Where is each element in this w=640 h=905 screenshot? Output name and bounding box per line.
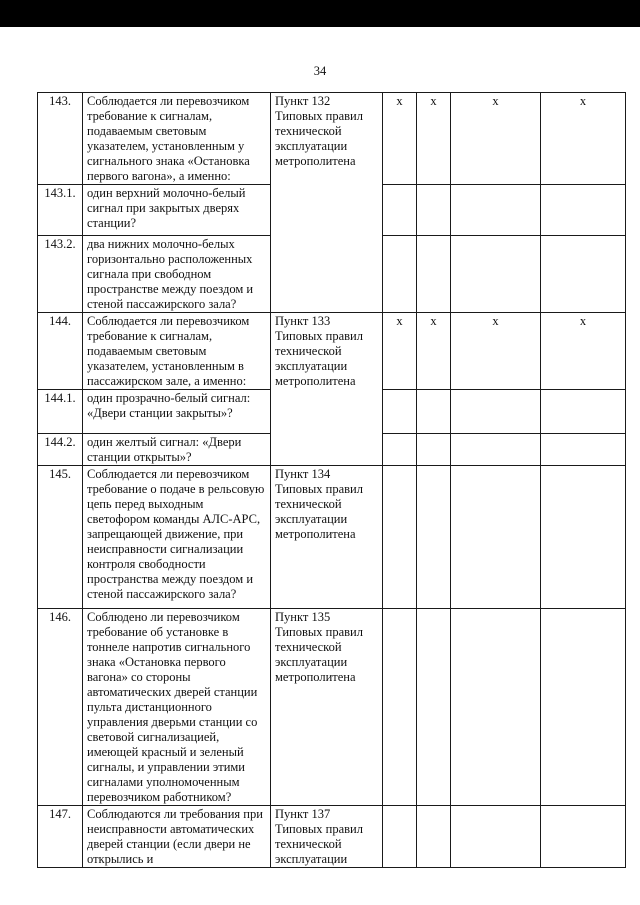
answer-na-cell <box>451 609 541 806</box>
answer-na-cell: x <box>451 93 541 185</box>
legal-reference: Пункт 135 Типовых правил технической эксплуатации метрополитена <box>271 609 383 806</box>
answer-yes-cell <box>383 185 417 236</box>
question-text: один верхний молочно-белый сигнал при закрытых дверях станции? <box>83 185 271 236</box>
question-text: Соблюдается ли перевозчиком требование к сигналам, подаваемым световым указателем, установленным в пассажирском зале, а именно: <box>83 313 271 390</box>
item-number: 144.1. <box>38 390 83 434</box>
answer-no-cell <box>417 434 451 466</box>
item-number: 143.1. <box>38 185 83 236</box>
item-number: 145. <box>38 466 83 609</box>
answer-no-cell <box>417 236 451 313</box>
comment-cell <box>541 434 626 466</box>
comment-cell <box>541 806 626 868</box>
legal-reference: Пункт 132 Типовых правил технической эксплуатации метрополитена <box>271 93 383 313</box>
table-row <box>38 609 626 806</box>
answer-na-cell: x <box>451 313 541 390</box>
answer-na-cell <box>451 390 541 434</box>
page-number: 34 <box>313 64 327 78</box>
answer-no-cell <box>417 390 451 434</box>
question-text: два нижних молочно-белых горизонтально расположенных сигнала при свободном пространстве между поездом и стеной пассажирского зала? <box>83 236 271 313</box>
answer-yes-cell <box>383 806 417 868</box>
table-row <box>38 466 626 609</box>
scan-top-border <box>0 0 640 27</box>
answer-yes-cell: x <box>383 313 417 390</box>
comment-cell <box>541 609 626 806</box>
answer-yes-cell <box>383 609 417 806</box>
checklist-table <box>37 92 626 868</box>
table-row <box>38 313 626 390</box>
answer-na-cell <box>451 806 541 868</box>
answer-yes-cell <box>383 390 417 434</box>
legal-reference: Пункт 134 Типовых правил технической эксплуатации метрополитена <box>271 466 383 609</box>
question-text: один прозрачно-белый сигнал: «Двери станции закрыты»? <box>83 390 271 434</box>
question-text: Соблюдаются ли требования при неисправности автоматических дверей станции (если двери не открылись и <box>83 806 271 868</box>
item-number: 143.2. <box>38 236 83 313</box>
answer-yes-cell <box>383 434 417 466</box>
question-text: один желтый сигнал: «Двери станции открыты»? <box>83 434 271 466</box>
table-row <box>38 93 626 185</box>
table-row <box>38 806 626 868</box>
answer-yes-cell <box>383 236 417 313</box>
comment-cell <box>541 236 626 313</box>
item-number: 147. <box>38 806 83 868</box>
comment-cell <box>541 185 626 236</box>
item-number: 146. <box>38 609 83 806</box>
answer-no-cell: x <box>417 313 451 390</box>
answer-na-cell <box>451 466 541 609</box>
item-number: 144.2. <box>38 434 83 466</box>
legal-reference: Пункт 137 Типовых правил технической эксплуатации <box>271 806 383 868</box>
answer-no-cell <box>417 806 451 868</box>
comment-cell <box>541 390 626 434</box>
question-text: Соблюдается ли перевозчиком требование к сигналам, подаваемым световым указателем, установленным у сигнального знака «Остановка первого вагона», а именно: <box>83 93 271 185</box>
answer-na-cell <box>451 185 541 236</box>
item-number: 144. <box>38 313 83 390</box>
answer-no-cell <box>417 609 451 806</box>
comment-cell <box>541 466 626 609</box>
question-text: Соблюдается ли перевозчиком требование о подаче в рельсовую цепь перед выходным светофором команды АЛС-АРС, запрещающей движение, при неисправности сигнализации контроля свободности пространства между поездом и стеной пассажирского зала? <box>83 466 271 609</box>
question-text: Соблюдено ли перевозчиком требование об установке в тоннеле напротив сигнального знака «Остановка первого вагона» со стороны автоматических дверей станции пульта дистанционного управления дверьми станции со световой сигнализацией, имеющей красный и зеленый сигналы, и управлении этими сигналами уполномоченным перевозчиком работником? <box>83 609 271 806</box>
answer-no-cell <box>417 185 451 236</box>
comment-cell: x <box>541 93 626 185</box>
comment-cell: x <box>541 313 626 390</box>
answer-yes-cell <box>383 466 417 609</box>
answer-no-cell <box>417 466 451 609</box>
item-number: 143. <box>38 93 83 185</box>
answer-na-cell <box>451 434 541 466</box>
answer-no-cell: x <box>417 93 451 185</box>
legal-reference: Пункт 133 Типовых правил технической эксплуатации метрополитена <box>271 313 383 466</box>
answer-na-cell <box>451 236 541 313</box>
answer-yes-cell: x <box>383 93 417 185</box>
